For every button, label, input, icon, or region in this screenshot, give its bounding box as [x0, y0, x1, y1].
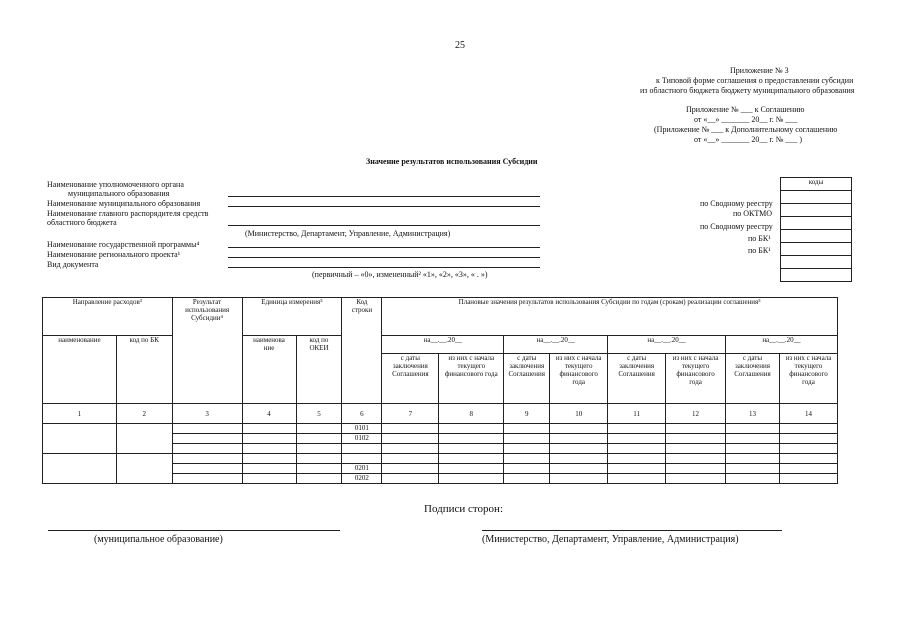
subheader-from-date: с даты заключения Соглашения — [382, 354, 439, 404]
cell-value[interactable] — [382, 434, 439, 444]
cell-value[interactable] — [779, 434, 837, 444]
cell-value[interactable] — [550, 464, 608, 474]
header-result: Результат использования Субсидии⁴ — [172, 298, 242, 404]
cell-value[interactable] — [382, 454, 439, 464]
col-number: 9 — [504, 404, 550, 424]
cell-value[interactable] — [504, 434, 550, 444]
cell-value[interactable] — [666, 474, 726, 484]
doc-type-hint: (первичный – «0», измененный² «1», «2», «3», « . ») — [312, 270, 488, 279]
column-numbers-row — [43, 404, 838, 424]
results-table — [42, 297, 838, 484]
col-number: 10 — [550, 404, 608, 424]
cell-unit-name[interactable] — [242, 434, 296, 444]
cell-value[interactable] — [608, 444, 666, 454]
appendix-line2: к Типовой форме соглашения о предоставлении субсидии — [656, 76, 854, 85]
col-number: 4 — [242, 404, 296, 424]
codes-box — [780, 177, 852, 282]
year-header-3: на__.__.20__ — [608, 336, 726, 354]
code-cell[interactable] — [781, 243, 852, 256]
appendix-line1: Приложение № 3 — [730, 66, 789, 75]
cell-unit-name[interactable] — [242, 474, 296, 484]
cell-row-code: 0201 — [342, 464, 382, 474]
cell-value[interactable] — [726, 464, 780, 474]
cell-value[interactable] — [550, 444, 608, 454]
doc-type-label: Вид документа — [47, 260, 99, 269]
cell-value[interactable] — [439, 474, 504, 484]
cell-value[interactable] — [382, 474, 439, 484]
header-direction: Направление расходов³ — [43, 298, 173, 336]
distributor-label-1: Наименование главного распорядителя средств — [47, 209, 209, 218]
cell-value[interactable] — [504, 474, 550, 484]
code-cell[interactable] — [781, 230, 852, 243]
cell-value[interactable] — [666, 424, 726, 434]
cell-value[interactable] — [439, 464, 504, 474]
code-label-svodny-2: по Сводному реестру — [700, 222, 773, 231]
cell-value[interactable] — [608, 464, 666, 474]
subheader-unit-name: наименова ние — [242, 336, 296, 404]
signature-line-right — [482, 530, 782, 531]
subheader-name: наименование — [43, 336, 117, 404]
doc-type-fill-line — [228, 267, 540, 268]
col-number: 8 — [439, 404, 504, 424]
document-title: Значение результатов использования Субсидии — [366, 157, 538, 166]
cell-value[interactable] — [439, 444, 504, 454]
agreement-ref-line4: от «__» _______ 20__ г. № ___ ) — [694, 135, 803, 144]
code-label-oktmo: по ОКТМО — [733, 209, 773, 218]
authority-label-1: Наименование уполномоченного органа — [47, 180, 184, 189]
agreement-ref-line3: (Приложение № ___ к Дополнительному соглашению — [654, 125, 838, 134]
municipality-label: Наименование муниципального образования — [47, 199, 201, 208]
subheader-from-date: с даты заключения Соглашения — [726, 354, 780, 404]
code-cell[interactable] — [781, 256, 852, 269]
cell-okei[interactable] — [296, 444, 342, 454]
cell-value[interactable] — [779, 424, 837, 434]
col-number: 6 — [342, 404, 382, 424]
cell-value[interactable] — [779, 464, 837, 474]
header-unit: Единица измерения⁵ — [242, 298, 342, 336]
cell-unit-name[interactable] — [242, 424, 296, 434]
cell-result[interactable] — [172, 464, 242, 474]
cell-value[interactable] — [608, 454, 666, 464]
cell-row-code — [342, 454, 382, 464]
subheader-from-year: из них с начала текущего финансового года — [666, 354, 726, 404]
cell-row-code — [342, 444, 382, 454]
table-row — [43, 424, 838, 434]
cell-row-code: 0202 — [342, 474, 382, 484]
state-program-label: Наименование государственной программы⁴ — [47, 240, 200, 249]
cell-okei[interactable] — [296, 424, 342, 434]
cell-value[interactable] — [726, 454, 780, 464]
year-header-4: на__.__.20__ — [726, 336, 838, 354]
cell-okei[interactable] — [296, 464, 342, 474]
code-cell[interactable] — [781, 204, 852, 217]
authority-label-2: муниципального образования — [68, 189, 170, 198]
cell-unit-name[interactable] — [242, 444, 296, 454]
cell-value[interactable] — [382, 444, 439, 454]
distributor-hint: (Министерство, Департамент, Управление, Администрация) — [245, 229, 451, 238]
cell-value[interactable] — [726, 434, 780, 444]
cell-value[interactable] — [608, 474, 666, 484]
agreement-ref-line1: Приложение № ___ к Соглашению — [686, 105, 805, 114]
code-label-bk-2: по БК¹ — [748, 246, 771, 255]
subheader-from-year: из них с начала текущего финансового года — [779, 354, 837, 404]
cell-value[interactable] — [504, 424, 550, 434]
col-number: 3 — [172, 404, 242, 424]
header-planned: Плановые значения результатов использования Субсидии по годам (срокам) реализации соглашения⁵ — [382, 298, 838, 336]
cell-value[interactable] — [666, 464, 726, 474]
cell-okei[interactable] — [296, 434, 342, 444]
header-code: Код строки — [342, 298, 382, 404]
cell-result[interactable] — [172, 454, 242, 464]
cell-okei[interactable] — [296, 474, 342, 484]
col-number: 11 — [608, 404, 666, 424]
cell-result[interactable] — [172, 474, 242, 484]
page-number: 25 — [455, 40, 465, 51]
state-program-fill-line — [228, 247, 540, 248]
code-cell[interactable] — [781, 191, 852, 204]
cell-result[interactable] — [172, 424, 242, 434]
cell-value[interactable] — [666, 454, 726, 464]
cell-value[interactable] — [608, 434, 666, 444]
table-row — [43, 454, 838, 464]
cell-value[interactable] — [550, 434, 608, 444]
code-cell[interactable] — [781, 217, 852, 230]
col-number: 14 — [779, 404, 837, 424]
col-number: 12 — [666, 404, 726, 424]
regional-project-fill-line — [228, 257, 540, 258]
agreement-ref-line2: от «__» _______ 20__ г. № ___ — [694, 115, 798, 124]
cell-value[interactable] — [726, 444, 780, 454]
subheader-from-date: с даты заключения Соглашения — [504, 354, 550, 404]
cell-value[interactable] — [439, 454, 504, 464]
signatures-title: Подписи сторон: — [424, 503, 504, 515]
signature-left-caption: (муниципальное образование) — [94, 534, 223, 545]
cell-unit-name[interactable] — [242, 454, 296, 464]
cell-value[interactable] — [382, 424, 439, 434]
cell-result[interactable] — [172, 434, 242, 444]
subheader-from-date: с даты заключения Соглашения — [608, 354, 666, 404]
cell-value[interactable] — [666, 434, 726, 444]
cell-value[interactable] — [504, 454, 550, 464]
col-number: 1 — [43, 404, 117, 424]
cell-value[interactable] — [779, 454, 837, 464]
cell-value[interactable] — [550, 424, 608, 434]
subheader-bk: код по БК — [116, 336, 172, 404]
subheader-okei: код по ОКЕИ — [296, 336, 342, 404]
cell-value[interactable] — [439, 424, 504, 434]
subheader-from-year: из них с начала текущего финансового года — [550, 354, 608, 404]
distributor-fill-line — [228, 225, 540, 226]
col-number: 13 — [726, 404, 780, 424]
cell-bk[interactable] — [116, 424, 172, 454]
col-number: 2 — [116, 404, 172, 424]
signature-right-caption: (Министерство, Департамент, Управление, Администрация) — [482, 534, 739, 545]
cell-value[interactable] — [382, 464, 439, 474]
cell-value[interactable] — [504, 444, 550, 454]
cell-value[interactable] — [550, 474, 608, 484]
cell-result[interactable] — [172, 444, 242, 454]
year-header-1: на__.__.20__ — [382, 336, 504, 354]
code-label-bk-1: по БК¹ — [748, 234, 771, 243]
authority-fill-line — [228, 196, 540, 197]
cell-unit-name[interactable] — [242, 464, 296, 474]
code-label-svodny-1: по Сводному реестру — [700, 199, 773, 208]
municipality-fill-line — [228, 206, 540, 207]
cell-value[interactable] — [666, 444, 726, 454]
cell-value[interactable] — [439, 434, 504, 444]
cell-value[interactable] — [726, 424, 780, 434]
cell-value[interactable] — [550, 454, 608, 464]
codes-header: коды — [781, 178, 852, 191]
cell-value[interactable] — [779, 444, 837, 454]
col-number: 7 — [382, 404, 439, 424]
cell-value[interactable] — [779, 474, 837, 484]
cell-okei[interactable] — [296, 454, 342, 464]
cell-name[interactable] — [43, 424, 117, 454]
cell-value[interactable] — [504, 464, 550, 474]
col-number: 5 — [296, 404, 342, 424]
cell-value[interactable] — [608, 424, 666, 434]
cell-name[interactable] — [43, 454, 117, 484]
cell-row-code: 0102 — [342, 434, 382, 444]
cell-row-code: 0101 — [342, 424, 382, 434]
subheader-from-year: из них с начала текущего финансового года — [439, 354, 504, 404]
code-cell[interactable] — [781, 269, 852, 282]
regional-project-label: Наименование регионального проекта¹ — [47, 250, 181, 259]
cell-value[interactable] — [726, 474, 780, 484]
appendix-line3: из областного бюджета бюджету муниципального образования — [640, 86, 855, 95]
signature-line-left — [48, 530, 340, 531]
distributor-label-2: областного бюджета — [47, 218, 117, 227]
cell-bk[interactable] — [116, 454, 172, 484]
year-header-2: на__.__.20__ — [504, 336, 608, 354]
